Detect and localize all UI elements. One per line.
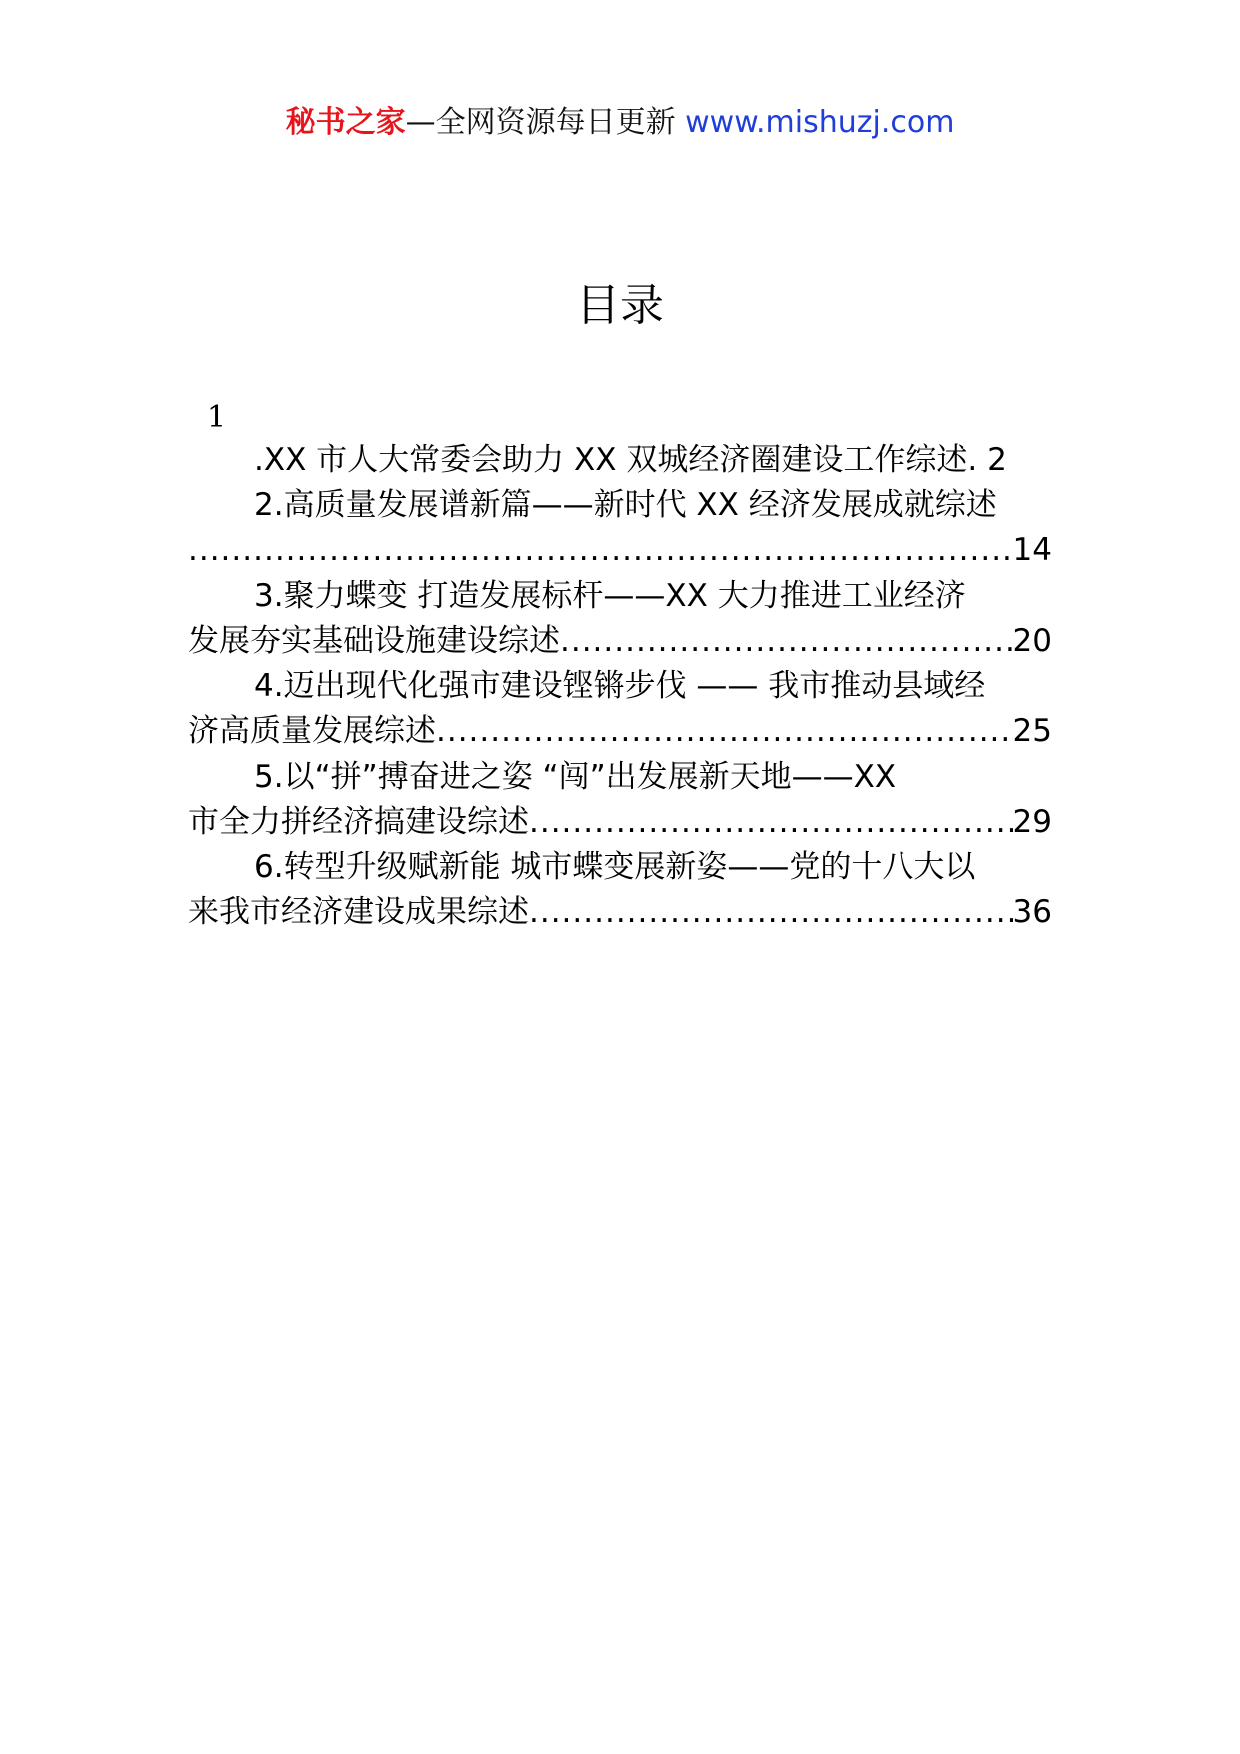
brand-name: 秘书之家 — [285, 105, 406, 140]
dot-leader — [436, 708, 1013, 754]
header-slogan: —全网资源每日更新 — [405, 105, 676, 140]
toc-entry-continuation: 市全力拼经济搞建设综述 — [188, 804, 529, 840]
toc-entry-2-leader[interactable] — [188, 527, 1052, 573]
toc-entry-6[interactable] — [188, 844, 1052, 890]
toc-entry-text: 6.转型升级赋新能 城市蝶变展新姿——党的十八大以 — [254, 849, 976, 885]
page-title: 目录 — [576, 280, 664, 331]
toc-entry-3-leader[interactable] — [188, 618, 1052, 664]
toc-entry-4[interactable] — [188, 663, 1052, 709]
site-link[interactable]: www.mishuzj.com — [685, 105, 955, 140]
toc-entry-continuation: 来我市经济建设成果综述 — [188, 894, 529, 930]
page-number: 20 — [1012, 623, 1052, 659]
stray-number: 1 — [207, 400, 227, 435]
toc-entry-3[interactable] — [188, 573, 1052, 619]
toc-entry-continuation: 济高质量发展综述 — [188, 713, 436, 749]
site-header — [0, 101, 1240, 145]
toc-entry-text: 4.迈出现代化强市建设铿锵步伐 —— 我市推动县域经 — [254, 668, 986, 704]
dot-leader — [560, 618, 1013, 664]
page-number: 25 — [1012, 713, 1052, 749]
toc-entry-4-leader[interactable] — [188, 708, 1052, 754]
page-number: 36 — [1012, 894, 1052, 930]
toc-entry-5-leader[interactable] — [188, 799, 1052, 845]
page-number: 14 — [1012, 532, 1052, 568]
toc-entry-text: 3.聚力蝶变 打造发展标杆——XX 大力推进工业经济 — [254, 578, 966, 614]
toc-entry-1[interactable] — [188, 437, 1052, 483]
toc-entry-5[interactable] — [188, 754, 1052, 800]
dot-leader — [529, 799, 1013, 845]
toc-entry-text: 2.高质量发展谱新篇——新时代 XX 经济发展成就综述 — [254, 487, 997, 523]
dot-leader — [529, 889, 1013, 935]
toc-entry-continuation: 发展夯实基础设施建设综述 — [188, 623, 560, 659]
dot-leader — [188, 527, 1013, 573]
toc-entry-text: .XX 市人大常委会助力 XX 双城经济圈建设工作综述. 2 — [254, 442, 1007, 478]
toc-entry-text: 5.以“拼”搏奋进之姿 “闯”出发展新天地——XX — [254, 759, 897, 795]
toc-entry-6-leader[interactable] — [188, 889, 1052, 935]
toc-entry-2[interactable] — [188, 482, 1052, 528]
page-number: 29 — [1012, 804, 1052, 840]
